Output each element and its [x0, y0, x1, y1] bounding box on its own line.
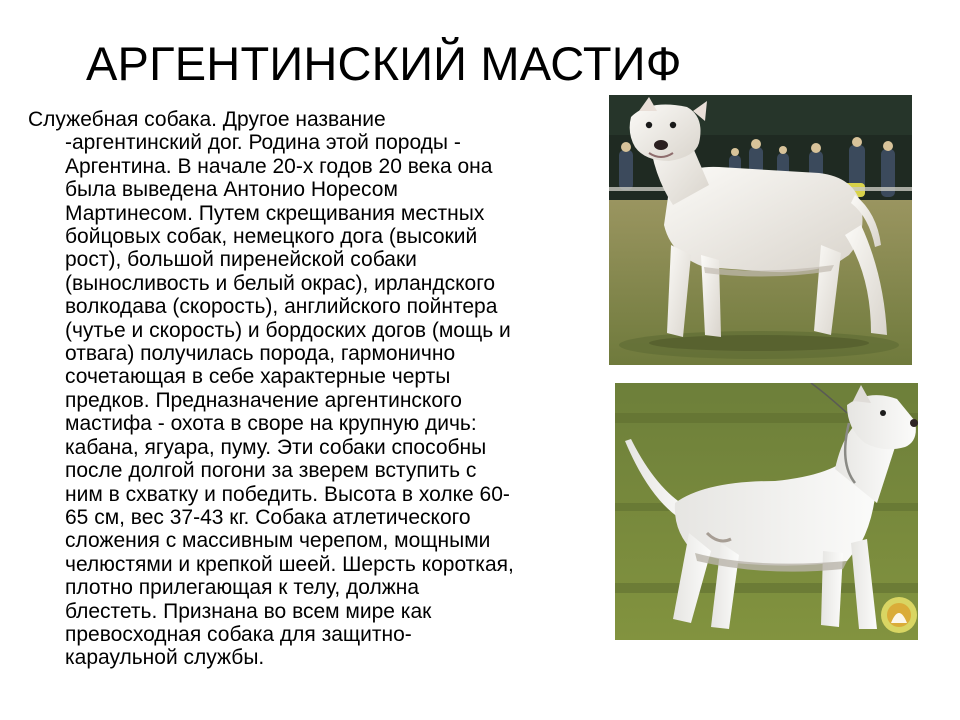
body-line: 65 см, вес 37-43 кг. Собака атлетического: [65, 505, 471, 529]
body-line: после долгой погони за зверем вступить с: [65, 459, 477, 483]
body-line: рост), большой пиренейской собаки: [65, 248, 417, 272]
body-line: (выносливость и белый окрас), ирландского: [65, 271, 496, 295]
dog-side-image: [615, 383, 918, 640]
body-line: отвага) получилась порода, гармонично: [65, 342, 456, 366]
body-line: сочетающая в себе характерные черты: [65, 365, 451, 389]
body-line: (чутье и скорость) и бордоских догов (мощь и: [65, 318, 511, 342]
body-line: -аргентинский дог. Родина этой породы -: [65, 131, 461, 155]
body-line: кабана, ягуара, пуму. Эти собаки способны: [65, 435, 487, 459]
body-line: была выведена Антонио Норесом: [65, 178, 398, 202]
body-line: блестеть. Признана во всем мире как: [65, 599, 432, 623]
body-line: ним в схватку и победить. Высота в холке 60-: [65, 482, 510, 506]
body-line: караульной службы.: [65, 646, 265, 670]
slide-title: АРГЕНТИНСКИЙ МАСТИФ: [86, 37, 682, 90]
body-line: мастифа - охота в своре на крупную дичь:: [65, 412, 477, 436]
dog-side-photo: [615, 383, 918, 640]
body-line: челюстями и крепкой шеей. Шерсть короткая,: [65, 552, 514, 576]
body-line: волкодава (скорость), английского пойнтера: [65, 295, 498, 319]
body-line: сложения с массивным черепом, мощными: [65, 529, 491, 553]
dog-front-photo: [609, 95, 912, 365]
body-line: бойцовых собак, немецкого дога (высокий: [65, 225, 478, 249]
body-line: Мартинесом. Путем скрещивания местных: [65, 201, 485, 225]
body-line: предков. Предназначение аргентинского: [65, 388, 462, 412]
body-line: Служебная собака. Другое название: [28, 108, 386, 131]
body-line: Аргентина. В начале 20-х годов 20 века она: [65, 154, 493, 178]
body-line: превосходная собака для защитно-: [65, 622, 412, 646]
watermark-logo-icon: [881, 597, 917, 633]
body-line: плотно прилегающая к телу, должна: [65, 576, 420, 600]
body-text: [28, 108, 588, 670]
dog-front-image: [609, 95, 912, 365]
